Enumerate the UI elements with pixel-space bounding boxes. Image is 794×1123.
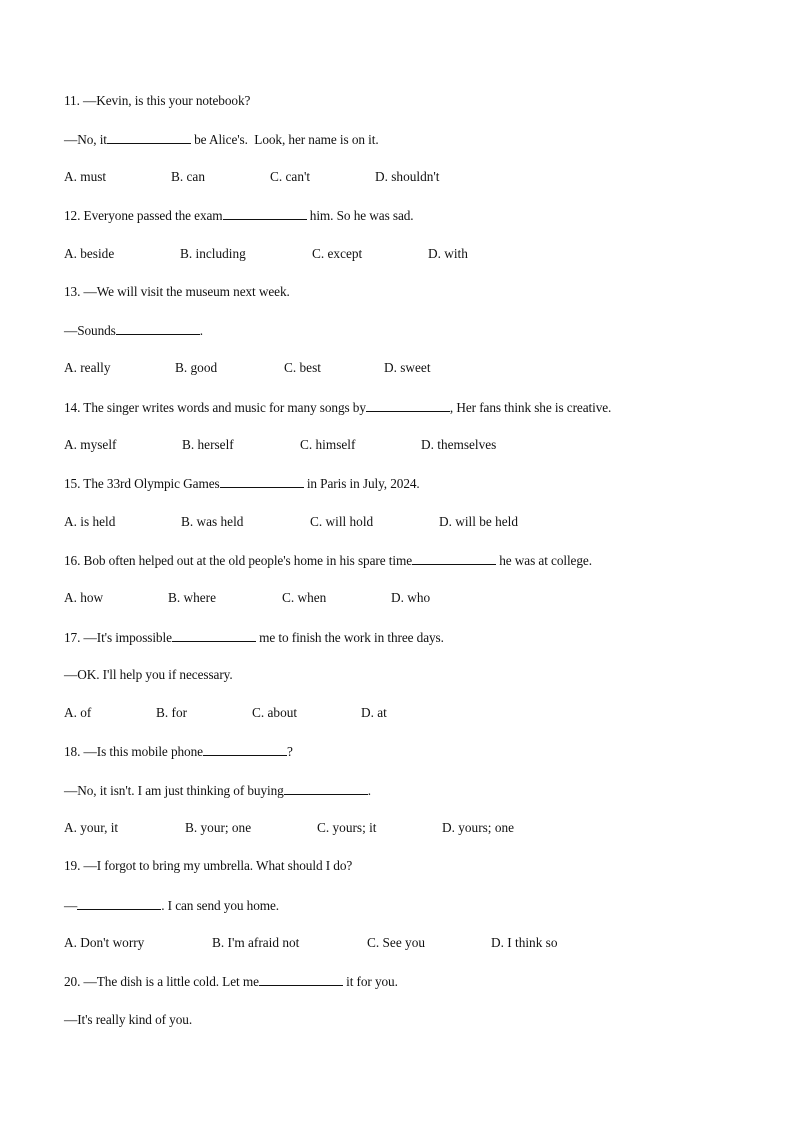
option-c: C. except — [312, 246, 363, 261]
option-a: A. is held — [64, 514, 116, 529]
answer-blank — [116, 322, 200, 335]
option-d: D. I think so — [491, 935, 558, 950]
question-20-reply: —It's really kind of you. — [64, 1012, 193, 1027]
question-13-reply: —Sounds . — [64, 323, 203, 338]
option-c: C. will hold — [310, 514, 374, 529]
answer-blank — [259, 973, 343, 986]
question-16-stem: 16. Bob often helped out at the old people's home in his spare time he was at college. — [64, 553, 592, 568]
question-19-stem: 19. —I forgot to bring my umbrella. What should I do? — [64, 858, 353, 873]
question-13-stem: 13. —We will visit the museum next week. — [64, 284, 290, 299]
option-d: D. shouldn't — [375, 169, 440, 184]
answer-blank — [366, 399, 450, 412]
option-c: C. about — [252, 705, 298, 720]
question-12-options — [64, 246, 744, 262]
question-14-stem: 14. The singer writes words and music for many songs by , Her fans think she is creative. — [64, 400, 612, 415]
option-a: A. must — [64, 169, 107, 184]
option-b: B. including — [180, 246, 246, 261]
question-15-stem: 15. The 33rd Olympic Games in Paris in July, 2024. — [64, 476, 420, 491]
option-b: B. for — [156, 705, 188, 720]
answer-blank — [284, 782, 368, 795]
question-20-stem: 20. —The dish is a little cold. Let me it for you. — [64, 974, 398, 989]
question-18-options — [64, 820, 744, 836]
option-b: B. good — [175, 360, 218, 375]
question-17-reply: —OK. I'll help you if necessary. — [64, 667, 233, 682]
option-d: D. who — [391, 590, 431, 605]
question-11-options — [64, 169, 744, 185]
option-a: A. of — [64, 705, 92, 720]
question-19-options — [64, 935, 744, 951]
option-b: B. can — [171, 169, 205, 184]
option-b: B. where — [168, 590, 216, 605]
question-14-options — [64, 437, 744, 453]
option-c: C. yours; it — [317, 820, 377, 835]
option-a: A. myself — [64, 437, 117, 452]
option-a: A. your, it — [64, 820, 119, 835]
question-18-reply: —No, it isn't. I am just thinking of buying . — [64, 783, 371, 798]
question-15-options — [64, 514, 744, 530]
answer-blank — [77, 897, 161, 910]
option-d: D. yours; one — [442, 820, 515, 835]
option-c: C. can't — [270, 169, 311, 184]
option-c: C. when — [282, 590, 327, 605]
option-a: A. Don't worry — [64, 935, 145, 950]
question-16-options — [64, 590, 744, 606]
question-11-stem: 11. —Kevin, is this your notebook? — [64, 93, 251, 108]
option-c: C. See you — [367, 935, 425, 950]
question-13-options — [64, 360, 744, 376]
answer-blank — [107, 131, 191, 144]
option-a: A. how — [64, 590, 104, 605]
answer-blank — [172, 629, 256, 642]
question-17-options — [64, 705, 744, 721]
option-b: B. herself — [182, 437, 234, 452]
option-c: C. himself — [300, 437, 356, 452]
option-a: A. really — [64, 360, 111, 375]
answer-blank — [412, 552, 496, 565]
answer-blank — [223, 207, 307, 220]
option-d: D. themselves — [421, 437, 497, 452]
option-d: D. sweet — [384, 360, 431, 375]
question-19-reply: — . I can send you home. — [64, 898, 280, 913]
option-c: C. best — [284, 360, 321, 375]
option-b: B. was held — [181, 514, 244, 529]
question-12-stem: 12. Everyone passed the exam him. So he was sad. — [64, 208, 414, 223]
option-d: D. will be held — [439, 514, 519, 529]
question-11-reply: —No, it be Alice's. Look, her name is on it. — [64, 132, 379, 147]
question-17-stem: 17. —It's impossible me to finish the work in three days. — [64, 630, 444, 645]
answer-blank — [203, 743, 287, 756]
option-a: A. beside — [64, 246, 115, 261]
option-b: B. your; one — [185, 820, 252, 835]
option-d: D. at — [361, 705, 387, 720]
option-d: D. with — [428, 246, 468, 261]
answer-blank — [220, 475, 304, 488]
option-b: B. I'm afraid not — [212, 935, 300, 950]
question-18-stem: 18. —Is this mobile phone ? — [64, 744, 293, 759]
